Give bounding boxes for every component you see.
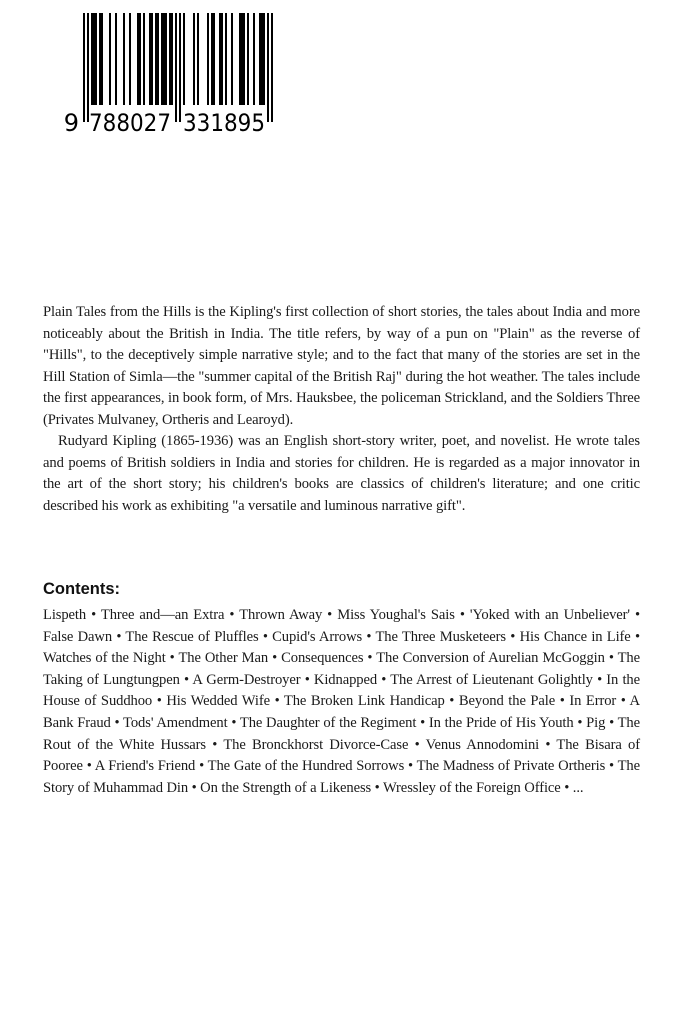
- barcode-bar: [197, 13, 199, 105]
- description-paragraph-1: Plain Tales from the Hills is the Kipling's first collection of short stories, the tales about India and more noticeably about the British in India. The title refers, by way of a pun on "Plain" as the reverse of "Hills", to the deceptively simple narrative style; and to the fact that many of the stories are set in the Hill Station of Simla—the "summer capital of the British Raj" during the hot weather. The tales include the first appearances, in book form, of Mrs. Hauksbee, the policeman Strickland, and the Soldiers Three (Privates Mulvaney, Ortheris and Learoyd).: [43, 304, 640, 428]
- barcode-bar: [101, 13, 103, 105]
- barcode-bar: [263, 13, 265, 105]
- barcode-bar: [137, 13, 139, 105]
- isbn-barcode: [59, 13, 275, 139]
- barcode-bar: [253, 13, 255, 105]
- barcode-bar: [139, 13, 141, 105]
- barcode-bar: [175, 13, 177, 122]
- barcode-bar: [211, 13, 213, 105]
- barcode-digits-left: 788027: [89, 109, 171, 137]
- barcode-bar: [193, 13, 195, 105]
- barcode-bar: [213, 13, 215, 105]
- barcode-bar: [83, 13, 85, 122]
- barcode-bar: [93, 13, 95, 105]
- barcode-bar: [239, 13, 241, 105]
- barcode-digits-right: 331895: [183, 109, 265, 137]
- description-paragraph-2: Rudyard Kipling (1865-1936) was an English short-story writer, poet, and novelist. He wrote tales and poems of British soldiers in India and stories for children. He is regarded as a major innovator in the art of the short story; his children's books are classics of children's literature; and one critic described his work as exhibiting "a versatile and luminous narrative gift".: [43, 433, 640, 514]
- barcode-bar: [151, 13, 153, 105]
- barcode-bar: [179, 13, 181, 122]
- barcode-bar: [169, 13, 171, 105]
- barcode-digit-lead: 9: [63, 109, 79, 137]
- barcode-bar: [259, 13, 261, 105]
- barcode-bar: [157, 13, 159, 105]
- barcode-bar: [149, 13, 151, 105]
- barcode-bar: [171, 13, 173, 105]
- barcode-bar: [129, 13, 131, 105]
- barcode-bar: [241, 13, 243, 105]
- barcode-bar: [247, 13, 249, 105]
- barcode-bar: [231, 13, 233, 105]
- barcode-bar: [87, 13, 89, 122]
- barcode-image: [59, 13, 275, 139]
- barcode-bar: [155, 13, 157, 105]
- barcode-bar: [95, 13, 97, 105]
- barcode-bar: [161, 13, 163, 105]
- barcode-bar: [109, 13, 111, 105]
- barcode-bar: [261, 13, 263, 105]
- barcode-bar: [91, 13, 93, 105]
- barcode-bar: [207, 13, 209, 105]
- book-description: [43, 302, 640, 517]
- barcode-bar: [123, 13, 125, 105]
- barcode-bar: [183, 13, 185, 105]
- barcode-bar: [163, 13, 165, 105]
- barcode-bar: [219, 13, 221, 105]
- barcode-bar: [99, 13, 101, 105]
- barcode-bar: [243, 13, 245, 105]
- barcode-bar: [115, 13, 117, 105]
- barcode-bar: [267, 13, 269, 122]
- barcode-bar: [221, 13, 223, 105]
- barcode-bar: [143, 13, 145, 105]
- barcode-bar: [165, 13, 167, 105]
- contents-heading: Contents:: [43, 580, 120, 598]
- barcode-bar: [225, 13, 227, 105]
- contents-list: Lispeth • Three and—an Extra • Thrown Away • Miss Youghal's Sais • 'Yoked with an Unbeliever' • False Dawn • The Rescue of Pluffles • Cupid's Arrows • The Three Musketeers • His Chance in Life • Watches of the Night • The Other Man • Consequences • The Conversion of Aurelian McGoggin • The Taking of Lungtungpen • A Germ-Destroyer • Kidnapped • The Arrest of Lieutenant Golightly • In the House of Suddhoo • His Wedded Wife • The Broken Link Handicap • Beyond the Pale • In Error • A Bank Fraud • Tods' Amendment • The Daughter of the Regiment • In the Pride of His Youth • Pig • The Rout of the White Hussars • The Bronckhorst Divorce-Case • Venus Annodomini • The Bisara of Pooree • A Friend's Friend • The Gate of the Hundred Sorrows • The Madness of Private Ortheris • The Story of Muhammad Din • On the Strength of a Likeness • Wressley of the Foreign Office • ...: [43, 607, 640, 796]
- barcode-bar: [271, 13, 273, 122]
